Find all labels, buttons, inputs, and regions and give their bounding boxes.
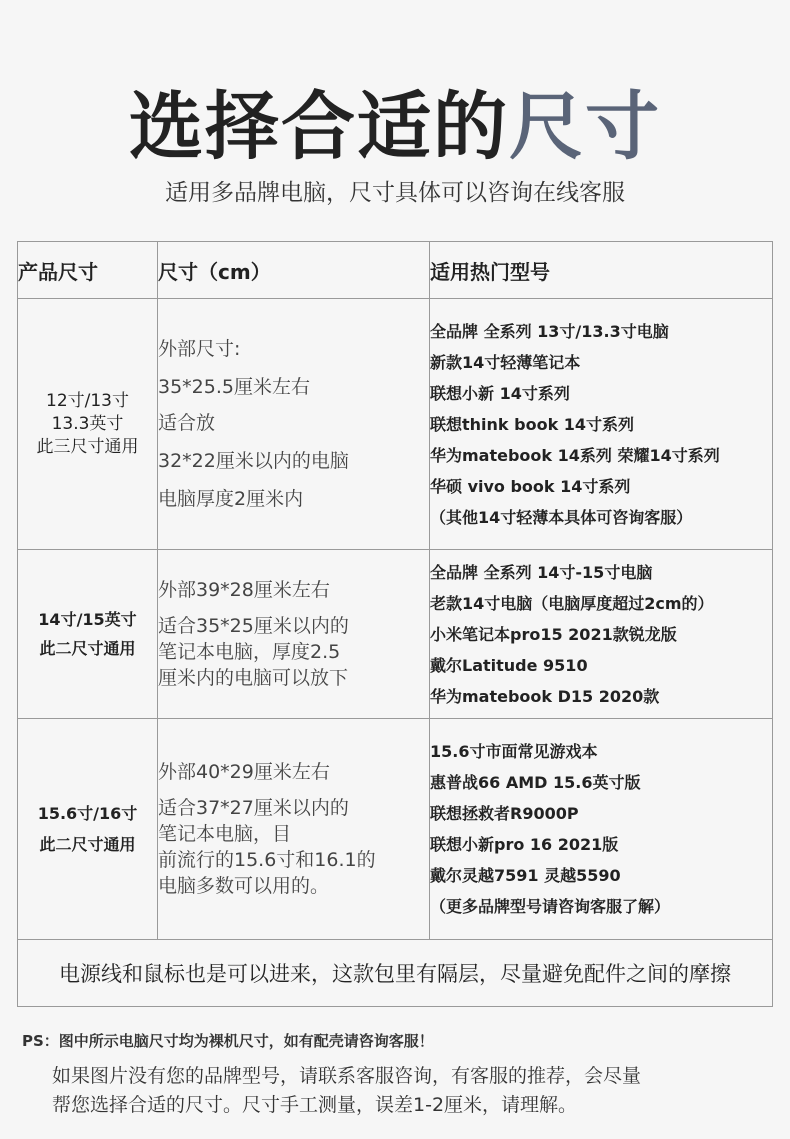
dim-line: 电脑多数可以用的。	[158, 875, 330, 897]
dimension-cell	[158, 719, 430, 940]
model-item: 联想小新 14寸系列	[430, 383, 570, 403]
models-cell	[430, 719, 773, 940]
model-item: （更多品牌型号请咨询客服了解）	[430, 897, 671, 916]
model-item: 全品牌 全系列 13寸/13.3寸电脑	[430, 321, 669, 341]
title-main: 选择合适的	[129, 84, 509, 170]
model-item: 15.6寸市面常见游戏本	[430, 742, 598, 761]
dim-line: 适合放	[158, 412, 216, 434]
models-cell	[430, 550, 773, 719]
size-line: 此三尺寸通用	[36, 436, 139, 457]
footer-paragraph	[52, 1062, 772, 1120]
size-cell	[18, 299, 158, 550]
size-line: 14寸/15英寸	[38, 610, 137, 629]
table-row	[18, 719, 773, 940]
dim-line: 外部尺寸:	[158, 338, 241, 360]
page-title	[0, 82, 790, 172]
dim-line: 厘米内的电脑可以放下	[158, 667, 349, 689]
dim-line: 笔记本电脑，厚度2.5	[158, 641, 341, 663]
header-size-cm: 尺寸（cm）	[158, 242, 430, 299]
model-item: 戴尔灵越7591 灵越5590	[430, 866, 621, 885]
model-item: 小米笔记本pro15 2021款锐龙版	[430, 624, 677, 644]
header-models: 适用热门型号	[430, 242, 773, 299]
size-line: 此二尺寸通用	[39, 835, 136, 854]
model-item: 华为matebook D15 2020款	[430, 686, 660, 706]
page-subtitle: 适用多品牌电脑，尺寸具体可以咨询在线客服	[165, 180, 625, 206]
model-item: 惠普战66 AMD 15.6英寸版	[430, 773, 641, 792]
note-row	[18, 940, 773, 1007]
table-header-row	[18, 242, 773, 299]
dimension-cell	[158, 299, 430, 550]
model-item: 戴尔Latitude 9510	[430, 655, 588, 675]
model-item: 联想think book 14寸系列	[430, 414, 635, 434]
size-table	[17, 241, 773, 1007]
dim-line: 外部39*28厘米左右	[158, 579, 330, 601]
size-line: 15.6寸/16寸	[37, 804, 138, 823]
model-item: 新款14寸轻薄笔记本	[430, 352, 581, 372]
dim-line: 前流行的15.6寸和16.1的	[158, 849, 376, 871]
dimension-cell	[158, 550, 430, 719]
dim-line: 笔记本电脑，目	[158, 823, 292, 845]
dim-line: 适合37*27厘米以内的	[158, 797, 349, 819]
size-cell	[18, 550, 158, 719]
size-line: 此二尺寸通用	[39, 639, 136, 658]
footer-line: 如果图片没有您的品牌型号，请联系客服咨询，有客服的推荐，会尽量	[52, 1065, 642, 1087]
model-item: 联想拯救者R9000P	[430, 804, 579, 823]
model-item: 全品牌 全系列 14寸-15寸电脑	[430, 562, 653, 582]
ps-note: PS：图中所示电脑尺寸均为裸机尺寸，如有配壳请咨询客服！	[22, 1032, 434, 1050]
dim-line: 32*22厘米以内的电脑	[158, 450, 349, 472]
model-item: 老款14寸电脑（电脑厚度超过2cm的）	[430, 593, 714, 613]
table-row	[18, 550, 773, 719]
dim-line: 外部40*29厘米左右	[158, 761, 330, 783]
accessory-note: 电源线和鼠标也是可以进来，这款包里有隔层，尽量避免配件之间的摩擦	[18, 940, 773, 1007]
dim-line: 35*25.5厘米左右	[158, 376, 310, 398]
header-product-size: 产品尺寸	[18, 242, 158, 299]
dim-line: 电脑厚度2厘米内	[158, 488, 304, 510]
footer-line: 帮您选择合适的尺寸。尺寸手工测量，误差1-2厘米，请理解。	[52, 1094, 578, 1116]
model-item: 华为matebook 14系列 荣耀14寸系列	[430, 445, 720, 465]
models-cell	[430, 299, 773, 550]
size-line: 13.3英寸	[51, 413, 124, 434]
model-item: 联想小新pro 16 2021版	[430, 835, 619, 854]
model-item: 华硕 vivo book 14寸系列	[430, 476, 631, 496]
model-item: （其他14寸轻薄本具体可咨询客服）	[430, 507, 693, 527]
size-line: 12寸/13寸	[46, 390, 129, 411]
table-row	[18, 299, 773, 550]
dim-line: 适合35*25厘米以内的	[158, 615, 349, 637]
size-cell	[18, 719, 158, 940]
title-highlight: 尺寸	[509, 84, 661, 170]
